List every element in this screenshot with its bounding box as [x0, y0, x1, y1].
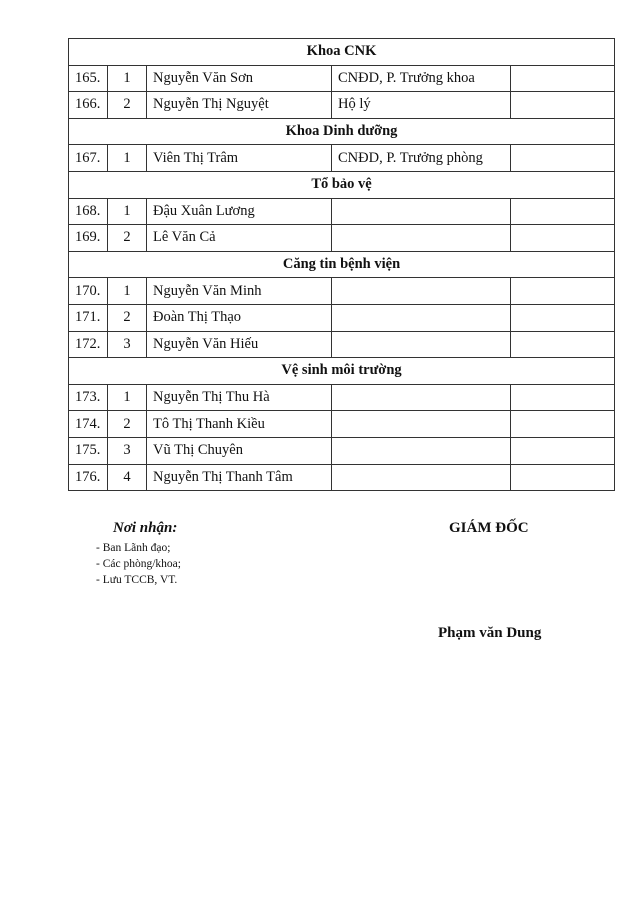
- cell-position: [332, 384, 511, 411]
- cell-name: Nguyễn Thị Thanh Tâm: [147, 464, 332, 491]
- cell-note: [511, 411, 615, 438]
- table-row: [69, 464, 615, 491]
- cell-serial: 169.: [69, 225, 108, 252]
- cell-serial: 166.: [69, 92, 108, 119]
- cell-note: [511, 92, 615, 119]
- cell-serial: 172.: [69, 331, 108, 358]
- cell-serial: 176.: [69, 464, 108, 491]
- cell-serial: 167.: [69, 145, 108, 172]
- cell-name: Đoàn Thị Thạo: [147, 304, 332, 331]
- cell-note: [511, 464, 615, 491]
- cell-note: [511, 331, 615, 358]
- signer-title: GIÁM ĐỐC: [449, 520, 529, 536]
- section-title: Khoa Dinh dưỡng: [69, 118, 615, 145]
- cell-index: 1: [108, 384, 147, 411]
- cell-index: 2: [108, 304, 147, 331]
- cell-index: 1: [108, 278, 147, 305]
- cell-index: 2: [108, 92, 147, 119]
- cell-position: [332, 304, 511, 331]
- cell-name: Nguyễn Thị Thu Hà: [147, 384, 332, 411]
- section-title: Khoa CNK: [69, 39, 615, 66]
- cell-name: Nguyễn Thị Nguyệt: [147, 92, 332, 119]
- cell-serial: 168.: [69, 198, 108, 225]
- cell-note: [511, 304, 615, 331]
- cell-name: Đậu Xuân Lương: [147, 198, 332, 225]
- cell-note: [511, 225, 615, 252]
- cell-name: Nguyễn Văn Sơn: [147, 65, 332, 92]
- cell-serial: 174.: [69, 411, 108, 438]
- section-title: Tổ bảo vệ: [69, 171, 615, 198]
- cell-name: Nguyễn Văn Minh: [147, 278, 332, 305]
- cell-position: Hộ lý: [332, 92, 511, 119]
- section-title: Căng tin bệnh viện: [69, 251, 615, 278]
- cell-serial: 171.: [69, 304, 108, 331]
- cell-index: 3: [108, 437, 147, 464]
- table-row: [69, 411, 615, 438]
- cell-position: CNĐD, P. Trưởng khoa: [332, 65, 511, 92]
- cell-index: 1: [108, 198, 147, 225]
- cell-name: Lê Văn Cả: [147, 225, 332, 252]
- table-row: [69, 331, 615, 358]
- cell-serial: 173.: [69, 384, 108, 411]
- section-header-row: [69, 39, 615, 66]
- signer-name: Phạm văn Dung: [438, 625, 542, 641]
- cell-index: 1: [108, 65, 147, 92]
- cell-name: Viên Thị Trâm: [147, 145, 332, 172]
- section-title: Vệ sinh môi trường: [69, 358, 615, 385]
- staff-table-body: [69, 39, 615, 491]
- recipients-title: Nơi nhận:: [113, 520, 178, 536]
- table-row: [69, 225, 615, 252]
- cell-note: [511, 145, 615, 172]
- table-row: [69, 92, 615, 119]
- cell-note: [511, 198, 615, 225]
- section-header-row: [69, 118, 615, 145]
- table-row: [69, 437, 615, 464]
- recipient-item: - Ban Lãnh đạo;: [96, 542, 171, 554]
- cell-position: [332, 437, 511, 464]
- recipients-list: [96, 540, 181, 588]
- cell-index: 2: [108, 225, 147, 252]
- table-row: [69, 145, 615, 172]
- recipient-item: - Các phòng/khoa;: [96, 558, 181, 570]
- cell-position: [332, 464, 511, 491]
- cell-note: [511, 65, 615, 92]
- cell-position: [332, 198, 511, 225]
- recipient-item: - Lưu TCCB, VT.: [96, 574, 178, 586]
- section-header-row: [69, 251, 615, 278]
- cell-serial: 175.: [69, 437, 108, 464]
- table-row: [69, 304, 615, 331]
- cell-index: 3: [108, 331, 147, 358]
- cell-serial: 170.: [69, 278, 108, 305]
- table-row: [69, 198, 615, 225]
- section-header-row: [69, 171, 615, 198]
- cell-note: [511, 278, 615, 305]
- cell-index: 4: [108, 464, 147, 491]
- cell-name: Nguyễn Văn Hiếu: [147, 331, 332, 358]
- cell-name: Tô Thị Thanh Kiều: [147, 411, 332, 438]
- table-row: [69, 278, 615, 305]
- cell-position: [332, 278, 511, 305]
- cell-index: 2: [108, 411, 147, 438]
- cell-serial: 165.: [69, 65, 108, 92]
- cell-position: [332, 411, 511, 438]
- cell-name: Vũ Thị Chuyên: [147, 437, 332, 464]
- table-row: [69, 65, 615, 92]
- section-header-row: [69, 358, 615, 385]
- staff-table: [68, 38, 615, 491]
- cell-position: [332, 331, 511, 358]
- table-row: [69, 384, 615, 411]
- cell-index: 1: [108, 145, 147, 172]
- cell-note: [511, 437, 615, 464]
- cell-position: [332, 225, 511, 252]
- cell-position: CNĐD, P. Trưởng phòng: [332, 145, 511, 172]
- cell-note: [511, 384, 615, 411]
